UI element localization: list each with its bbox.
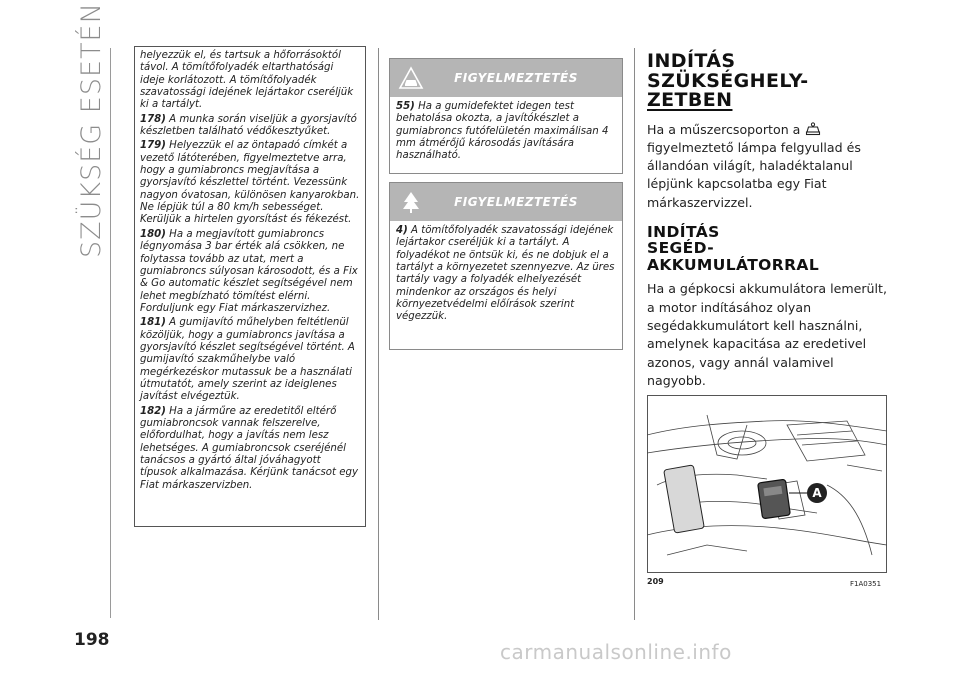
warning-title: FIGYELMEZTETÉS: [454, 195, 578, 209]
safety-notes-box: [134, 46, 366, 527]
warning-text: 55) Ha a gumidefektet idegen test behatolása okozta, a javítókészlet a gumiabroncs futófelületén maximálisan 4 mm átmérőjű károsodás javítására használható.: [396, 101, 609, 162]
booster-battery-text: Ha a gépkocsi akkumulátora lemerült, a motor indításához olyan segédakkumulátort kell használni, amelynek kapacitása az eredetivel azonos, vagy annál valamivel nagyobb.: [647, 281, 887, 388]
note-paragraph: 179) Helyezzük el az öntapadó címkét a vezető látóterében, figyelmeztetve arra, hogy a gumiabroncs megjavítása a gyorsjavító készlettel történt. Vezessünk nagyon óvatosan, különösen kanyarokban. Ne lépjük túl a 80 km/h sebességet. Kerüljük a hirtelen gyorsítást és fékezést.: [140, 140, 360, 226]
engine-bay-illustration: [647, 395, 887, 573]
column-divider-2: [634, 48, 635, 620]
note-paragraph: helyezzük el, és tartsuk a hőforrásoktól távol. A tömítőfolyadék eltarthatósági ideje korlátozott. A tömítőfolyadék szavatossági idejének lejártakor cseréljük ki a tartályt.: [140, 50, 354, 111]
column-divider-1: [378, 48, 379, 620]
immobilizer-warning-icon: [804, 122, 822, 136]
note-paragraph: 181) A gumijavító műhelyben feltétlenül közöljük, hogy a gumiabroncs javítása a gyorsjavító készlet segítségével történt. A gumijavító szakműhelybe való megérkezéskor mutassuk be a használati útmutatót, amely szerint az ideiglenes javítást elvégeztük.: [140, 317, 355, 403]
note-paragraph: 178) A munka során viseljük a gyorsjavító készletben található védőkesztyűket.: [140, 113, 357, 138]
figure-number: 209: [647, 577, 664, 586]
figure-code: F1A0351: [850, 580, 882, 588]
car-warning-icon: [398, 66, 424, 90]
side-rule: [110, 48, 111, 618]
warning-header: [390, 59, 622, 97]
emergency-start-text: Ha a műszercsoporton a figyelmeztető lámpa felgyullad és állandóan világít, haladéktalanul lépjünk kapcsolatba egy Fiat márkaszervizzel.: [647, 121, 861, 210]
heading-emergency-start: INDÍTÁS SZÜKSÉGHELY- ZETBEN: [647, 50, 809, 111]
section-side-title: SZÜKSÉG ESETÉN: [76, 2, 107, 258]
note-paragraph: 180) Ha a megjavított gumiabroncs légnyomása 3 bar érték alá csökken, ne folytassa tovább az utat, mert a gumiabroncs súlyosan károsodott, és a Fix & Go automatic készlet segítségével nem lehet megbízható tömítést elérni. Forduljunk egy Fiat márkaszervizhez.: [140, 228, 358, 314]
note-paragraph: 182) Ha a járműre az eredetitől eltérő gumiabroncsok vannak felszerelve, előfordulhat, hogy a javítás nem lesz lehetséges. A gumiabroncsok cseréjénél tanácsos a gyártó által jóváhagyott típusok alkalmazása. Kérjünk tanácsot egy Fiat márkaszervizben.: [140, 405, 358, 491]
environment-tree-icon: [398, 190, 424, 214]
page-number: 198: [74, 630, 110, 650]
watermark: carmanualsonline.info: [500, 640, 732, 664]
figure-callout-label: A: [812, 486, 822, 500]
warning-text: 4) A tömítőfolyadék szavatossági idejének lejártakor cseréljük ki a tartályt. A folyadékot ne öntsük ki, és ne dobjuk el a tartályt a környezetet szennyezve. Az üres tartály vagy a folyadék elhelyezését mindenkor az országos és helyi környezetvédelmi előírások szerint végezzük.: [396, 225, 615, 323]
warning-header: [390, 183, 622, 221]
warning-title: FIGYELMEZTETÉS: [454, 71, 578, 85]
heading-booster-battery: INDÍTÁS SEGÉD- AKKUMULÁTORRAL: [647, 222, 820, 274]
warning-box-car: [389, 58, 623, 174]
warning-box-environment: [389, 182, 623, 350]
